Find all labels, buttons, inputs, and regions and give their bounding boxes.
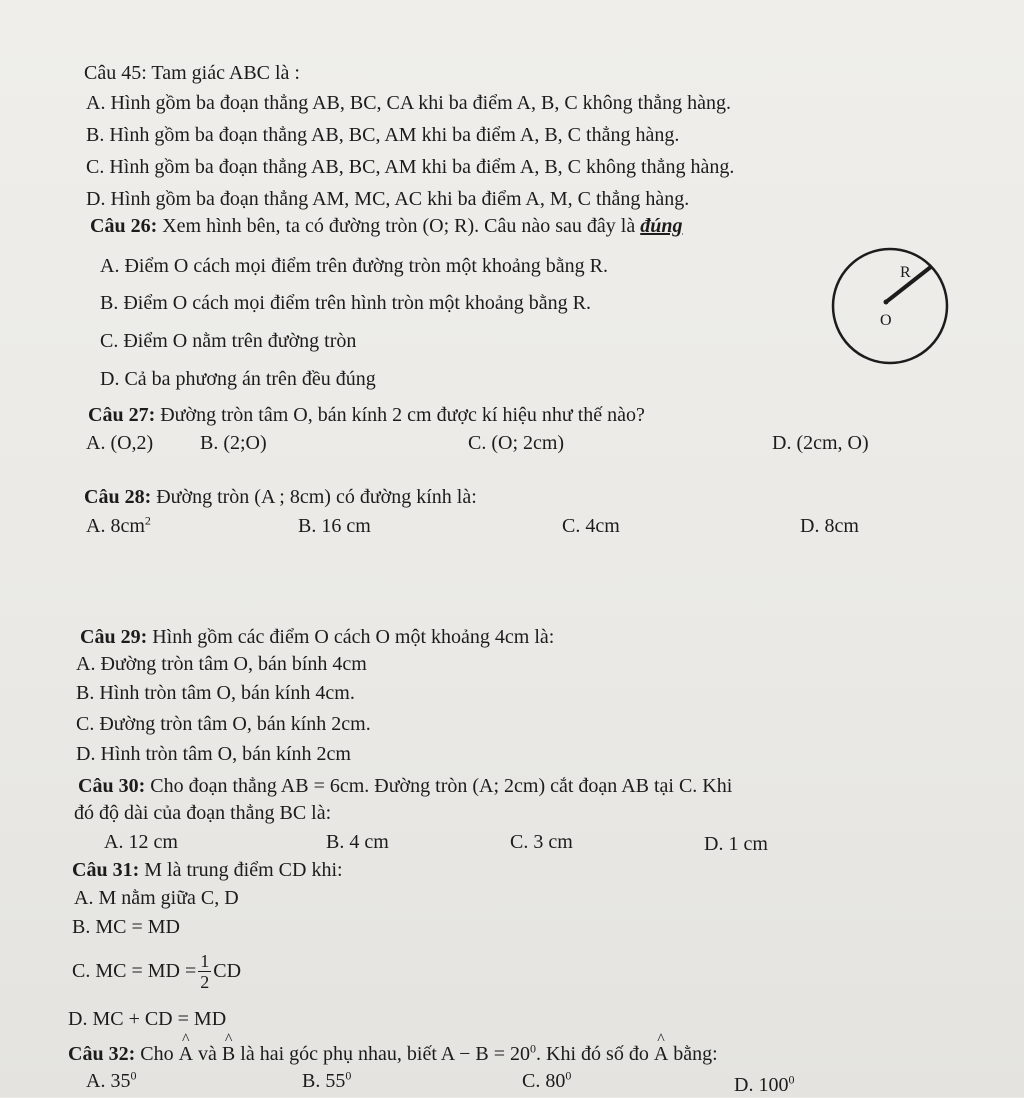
q26-option-c: C. Điểm O nằm trên đường tròn	[100, 330, 357, 352]
q32-text-3: là hai góc phụ nhau, biết	[235, 1043, 441, 1065]
fraction-numerator: 1	[200, 950, 210, 971]
q29-option-b: B. Hình tròn tâm O, bán kính 4cm.	[76, 682, 355, 704]
degree-symbol: 0	[565, 1068, 572, 1083]
q26-option-b: B. Điểm O cách mọi điểm trên hình tròn một khoảng bằng R.	[100, 292, 592, 314]
q28-option-a	[86, 513, 151, 539]
q32-degree: 0	[530, 1041, 537, 1056]
q32-label: Câu 32:	[68, 1043, 136, 1065]
center-point	[884, 300, 889, 305]
q30-option-d: D. 1 cm	[704, 833, 768, 855]
q29-option-a: A. Đường tròn tâm O, bán bính 4cm	[76, 653, 367, 675]
q32-option-c-text: C. 80	[522, 1070, 566, 1092]
q28-option-a-exponent: 2	[144, 513, 151, 528]
fraction-denominator: 2	[200, 971, 210, 992]
q31-option-b: B. MC = MD	[72, 916, 180, 938]
q32-stem	[68, 1041, 718, 1067]
q31-label: Câu 31:	[72, 859, 140, 881]
q29-stem	[80, 624, 554, 650]
q26-stem	[90, 213, 682, 239]
q32-option-a	[86, 1068, 136, 1094]
q31-option-c-suffix: CD	[213, 960, 242, 982]
q30-option-c: C. 3 cm	[510, 831, 573, 853]
q31-option-a: A. M nằm giữa C, D	[74, 887, 239, 909]
q27-option-c: C. (O; 2cm)	[468, 432, 565, 454]
q28-option-d: D. 8cm	[800, 515, 859, 537]
angle-a-2: ^ A	[654, 1041, 668, 1067]
q32-text-2: và	[193, 1043, 222, 1065]
q32-equation: A − B = 20	[440, 1043, 531, 1065]
q32-option-d	[734, 1072, 794, 1098]
degree-symbol: 0	[345, 1068, 352, 1083]
q31-option-c	[72, 946, 241, 996]
q45-option-a: A. Hình gồm ba đoạn thẳng AB, BC, CA khi ba điểm A, B, C không thẳng hàng.	[86, 92, 731, 114]
q27-stem	[88, 402, 645, 428]
q29-option-d: D. Hình tròn tâm O, bán kính 2cm	[76, 743, 351, 765]
q27-text: Đường tròn tâm O, bán kính 2 cm được kí hiệu như thế nào?	[155, 404, 645, 426]
q29-label: Câu 29:	[80, 626, 148, 648]
q30-label: Câu 30:	[78, 775, 146, 797]
q30-stem	[78, 773, 732, 799]
q29-text: Hình gồm các điểm O cách O một khoảng 4cm là:	[147, 626, 555, 648]
fraction-one-half	[198, 951, 211, 992]
angle-b: ^ B	[222, 1041, 235, 1067]
q28-text: Đường tròn (A ; 8cm) có đường kính là:	[151, 486, 477, 508]
q28-stem	[84, 484, 477, 510]
degree-symbol: 0	[788, 1072, 795, 1087]
q45-title: Câu 45: Tam giác ABC là :	[84, 62, 300, 84]
q27-label: Câu 27:	[88, 404, 156, 426]
q27-option-d: D. (2cm, O)	[772, 432, 869, 454]
degree-symbol: 0	[130, 1068, 137, 1083]
q32-text-4: . Khi đó số đo	[536, 1043, 654, 1065]
circle-figure	[830, 244, 956, 370]
q28-option-b: B. 16 cm	[298, 515, 371, 537]
q28-label: Câu 28:	[84, 486, 152, 508]
q27-option-a: A. (O,2)	[86, 432, 154, 454]
q26-option-a: A. Điểm O cách mọi điểm trên đường tròn một khoảng bằng R.	[100, 255, 608, 277]
q28-option-a-text: A. 8cm	[86, 515, 145, 537]
q27-option-b: B. (2;O)	[200, 432, 267, 454]
q26-emphasis: đúng	[640, 215, 683, 237]
q32-option-d-text: D. 100	[734, 1074, 789, 1096]
q45-option-d: D. Hình gồm ba đoạn thẳng AM, MC, AC khi ba điểm A, M, C thẳng hàng.	[86, 188, 690, 210]
q32-option-b-text: B. 55	[302, 1070, 346, 1092]
q31-text: M là trung điểm CD khi:	[139, 859, 343, 881]
q32-option-c	[522, 1068, 571, 1094]
q31-option-d: D. MC + CD = MD	[68, 1008, 227, 1030]
center-label: O	[880, 312, 892, 329]
q26-option-d: D. Cả ba phương án trên đều đúng	[100, 368, 376, 390]
q26-label: Câu 26:	[90, 215, 158, 237]
q29-option-c: C. Đường tròn tâm O, bán kính 2cm.	[76, 713, 371, 735]
q32-text-1: Cho	[135, 1043, 179, 1065]
q30-option-b: B. 4 cm	[326, 831, 389, 853]
q32-option-b	[302, 1068, 351, 1094]
q45-option-c: C. Hình gồm ba đoạn thẳng AB, BC, AM khi ba điểm A, B, C không thẳng hàng.	[86, 156, 735, 178]
q31-option-c-prefix: C. MC = MD =	[72, 960, 197, 982]
q31-stem	[72, 857, 343, 883]
q28-option-c: C. 4cm	[562, 515, 620, 537]
angle-a: ^ A	[179, 1041, 193, 1067]
q32-text-5: bằng:	[668, 1043, 718, 1065]
q26-text: Xem hình bên, ta có đường tròn (O; R). Câu nào sau đây là	[157, 215, 641, 237]
q30-text: Cho đoạn thẳng AB = 6cm. Đường tròn (A; 2cm) cắt đoạn AB tại C. Khi	[145, 775, 733, 797]
q30-stem-line2: đó độ dài của đoạn thẳng BC là:	[74, 802, 332, 824]
q45-option-b: B. Hình gồm ba đoạn thẳng AB, BC, AM khi ba điểm A, B, C thẳng hàng.	[86, 124, 680, 146]
q30-option-a: A. 12 cm	[104, 831, 178, 853]
q32-option-a-text: A. 35	[86, 1070, 131, 1092]
radius-label: R	[900, 264, 911, 281]
